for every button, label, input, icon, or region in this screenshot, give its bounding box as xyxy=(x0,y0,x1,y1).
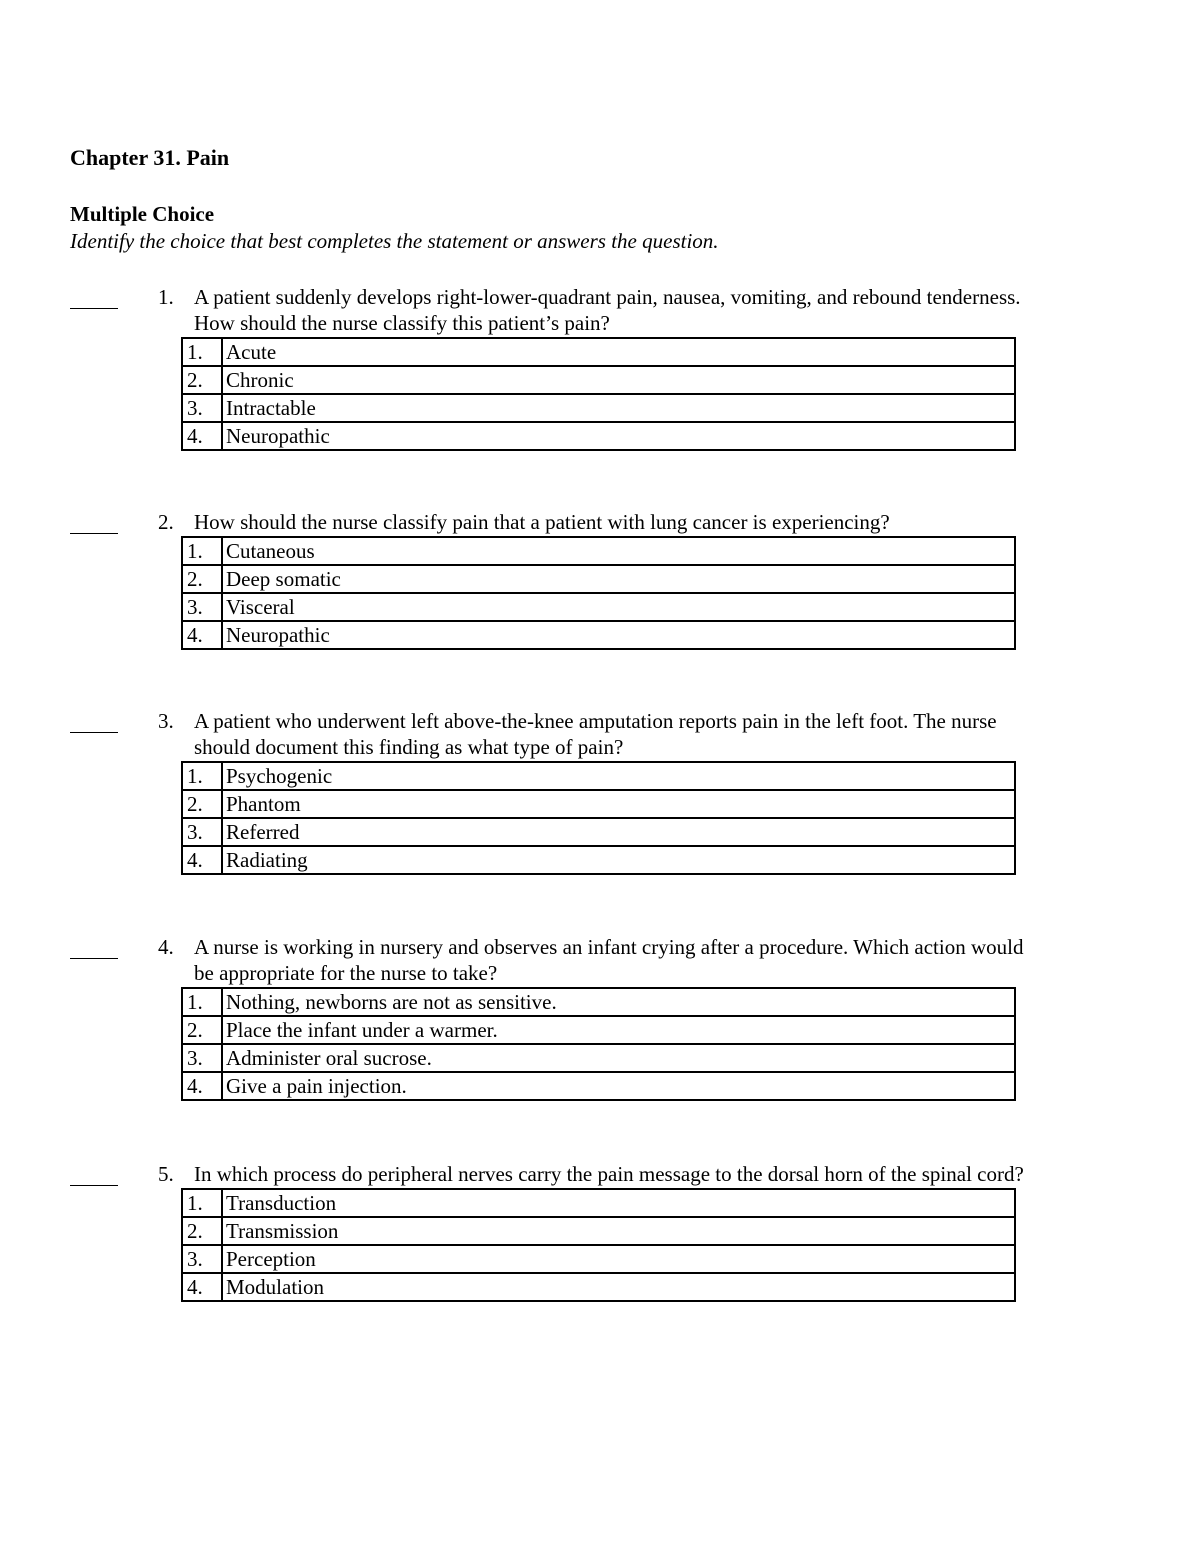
choice-number: 2. xyxy=(182,1217,222,1245)
question-text-line: A nurse is working in nursery and observes an infant crying after a procedure. Which action would xyxy=(194,935,1024,959)
choice-number: 4. xyxy=(182,621,222,649)
choice-row[interactable] xyxy=(182,1072,1015,1100)
choice-number: 1. xyxy=(182,338,222,366)
choice-number: 1. xyxy=(182,537,222,565)
choice-row[interactable] xyxy=(182,1189,1015,1217)
choice-text: Perception xyxy=(222,1245,1015,1273)
choice-text: Nothing, newborns are not as sensitive. xyxy=(222,988,1015,1016)
choice-text: Deep somatic xyxy=(222,565,1015,593)
choice-row[interactable] xyxy=(182,593,1015,621)
choice-number: 2. xyxy=(182,790,222,818)
answer-blank[interactable] xyxy=(70,958,118,959)
chapter-title: Chapter 31. Pain xyxy=(70,145,230,170)
choice-row[interactable] xyxy=(182,846,1015,874)
question-number: 4. xyxy=(158,935,174,959)
question-text-line: should document this finding as what type of pain? xyxy=(194,735,624,759)
choice-text: Give a pain injection. xyxy=(222,1072,1015,1100)
choice-text: Radiating xyxy=(222,846,1015,874)
answer-blank[interactable] xyxy=(70,533,118,534)
choice-number: 2. xyxy=(182,565,222,593)
question-text-line: How should the nurse classify pain that a patient with lung cancer is experiencing? xyxy=(194,510,890,534)
answer-blank[interactable] xyxy=(70,732,118,733)
choice-number: 3. xyxy=(182,1044,222,1072)
choice-row[interactable] xyxy=(182,565,1015,593)
choice-number: 3. xyxy=(182,593,222,621)
choice-row[interactable] xyxy=(182,762,1015,790)
section-title: Multiple Choice xyxy=(70,202,215,226)
choices-table xyxy=(181,337,1016,451)
question-text-line: How should the nurse classify this patient’s pain? xyxy=(194,311,610,335)
question-text-line: A patient who underwent left above-the-knee amputation reports pain in the left foot. The nurse xyxy=(194,709,997,733)
choice-text: Phantom xyxy=(222,790,1015,818)
choice-row[interactable] xyxy=(182,1016,1015,1044)
choice-text: Modulation xyxy=(222,1273,1015,1301)
choice-number: 4. xyxy=(182,422,222,450)
choice-number: 1. xyxy=(182,988,222,1016)
choice-row[interactable] xyxy=(182,394,1015,422)
choice-row[interactable] xyxy=(182,1245,1015,1273)
choice-row[interactable] xyxy=(182,338,1015,366)
choice-text: Place the infant under a warmer. xyxy=(222,1016,1015,1044)
choice-number: 4. xyxy=(182,1072,222,1100)
choice-row[interactable] xyxy=(182,537,1015,565)
choice-row[interactable] xyxy=(182,366,1015,394)
choices-table xyxy=(181,1188,1016,1302)
choices-table xyxy=(181,987,1016,1101)
choice-text: Chronic xyxy=(222,366,1015,394)
choice-row[interactable] xyxy=(182,988,1015,1016)
choice-text: Transmission xyxy=(222,1217,1015,1245)
answer-blank[interactable] xyxy=(70,1185,118,1186)
choice-number: 2. xyxy=(182,366,222,394)
choice-text: Psychogenic xyxy=(222,762,1015,790)
choice-number: 1. xyxy=(182,762,222,790)
choice-number: 3. xyxy=(182,818,222,846)
choice-row[interactable] xyxy=(182,1217,1015,1245)
question-number: 3. xyxy=(158,709,174,733)
choice-row[interactable] xyxy=(182,818,1015,846)
choice-number: 3. xyxy=(182,1245,222,1273)
choice-number: 2. xyxy=(182,1016,222,1044)
choice-text: Transduction xyxy=(222,1189,1015,1217)
choice-text: Visceral xyxy=(222,593,1015,621)
answer-blank[interactable] xyxy=(70,308,118,309)
choice-text: Cutaneous xyxy=(222,537,1015,565)
question-text-line: In which process do peripheral nerves carry the pain message to the dorsal horn of the spinal cord? xyxy=(194,1162,1024,1186)
choices-table xyxy=(181,761,1016,875)
choice-text: Administer oral sucrose. xyxy=(222,1044,1015,1072)
choice-number: 4. xyxy=(182,846,222,874)
choice-text: Intractable xyxy=(222,394,1015,422)
choice-row[interactable] xyxy=(182,790,1015,818)
question-text-line: A patient suddenly develops right-lower-quadrant pain, nausea, vomiting, and rebound tenderness. xyxy=(194,285,1021,309)
choice-row[interactable] xyxy=(182,621,1015,649)
choice-text: Referred xyxy=(222,818,1015,846)
question-number: 2. xyxy=(158,510,174,534)
choice-number: 4. xyxy=(182,1273,222,1301)
choice-text: Neuropathic xyxy=(222,621,1015,649)
choice-text: Acute xyxy=(222,338,1015,366)
choice-text: Neuropathic xyxy=(222,422,1015,450)
choice-number: 1. xyxy=(182,1189,222,1217)
choice-row[interactable] xyxy=(182,1273,1015,1301)
question-number: 5. xyxy=(158,1162,174,1186)
choice-number: 3. xyxy=(182,394,222,422)
question-text-line: be appropriate for the nurse to take? xyxy=(194,961,498,985)
instructions: Identify the choice that best completes the statement or answers the question. xyxy=(70,229,719,253)
choice-row[interactable] xyxy=(182,1044,1015,1072)
choices-table xyxy=(181,536,1016,650)
choice-row[interactable] xyxy=(182,422,1015,450)
question-number: 1. xyxy=(158,285,174,309)
